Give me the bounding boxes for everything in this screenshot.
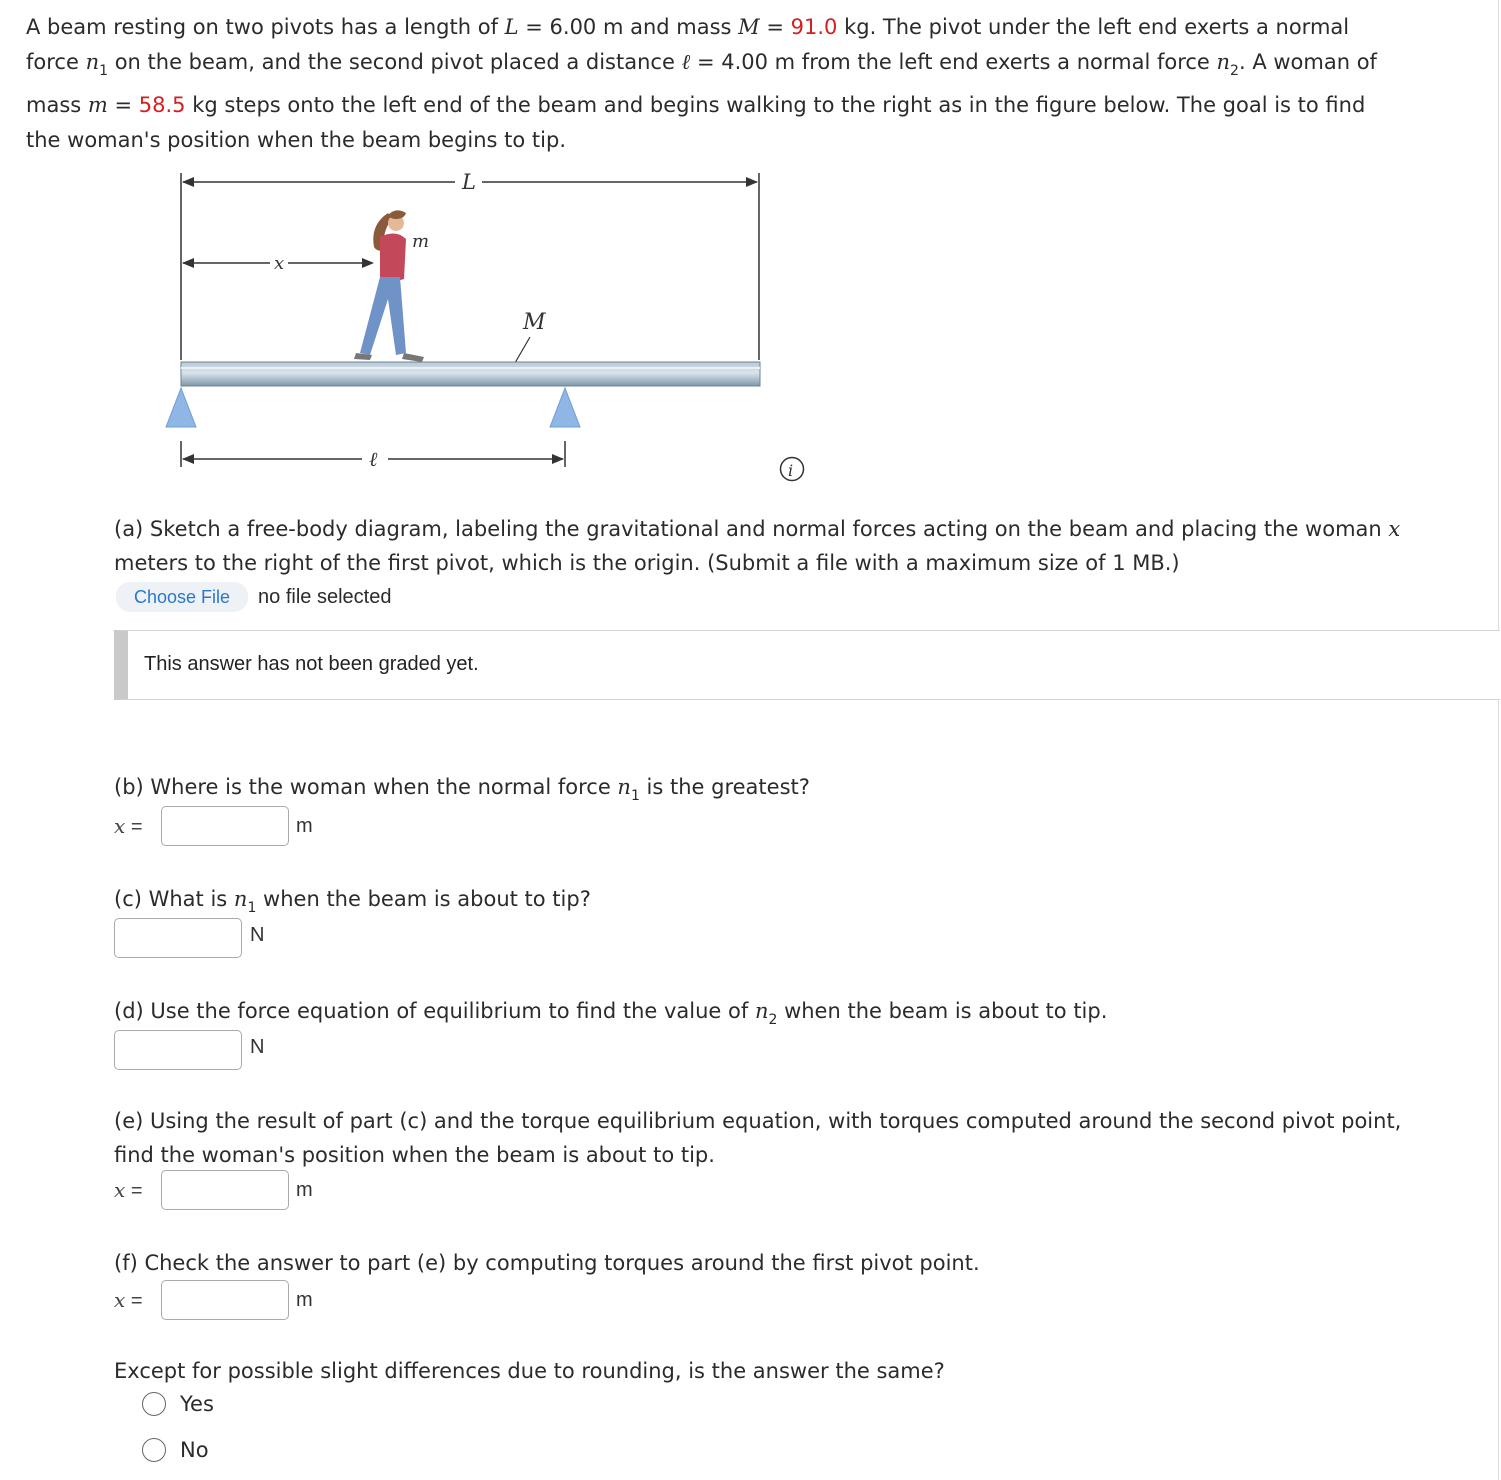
right-pivot [550,388,580,427]
x-equals-label: x = [114,1177,143,1202]
info-icon[interactable] [781,458,804,481]
radio-no-circle[interactable] [142,1438,166,1462]
part-c-question: (c) What is $n_1$ when the beam is about to tip? [114,887,591,916]
label-M: M [523,310,546,335]
mass-woman-value: 58.5 [138,93,186,117]
problem-statement: A beam resting on two pivots has a length of L = 6.00 m and mass M = 91.0 kg. The pivot under the left end exerts a normal force $n_1$ on the beam, and the second pivot placed a distance ℓ = 4.00 m from the left end exerts a normal force $n_2$. A woman of mass m = 58.5 kg steps onto the left end of the beam and begins walking to the right as in the figure below. The goal is to find the woman's position when the beam begins to tip. [26,15,1377,152]
part-e-input[interactable] [161,1170,289,1210]
part-f-input[interactable] [161,1280,289,1320]
file-upload [116,582,391,612]
beam-diagram [160,165,820,495]
part-f-question: (f) Check the answer to part (e) by computing torques around the first pivot point. [114,1251,980,1275]
mass-beam-value: 91.0 [790,15,838,39]
grading-notice [114,630,1500,700]
radio-yes[interactable] [142,1392,214,1416]
unit-label: m [296,1288,313,1311]
label-ell: ℓ [369,447,378,471]
x-equals-label: x = [114,1287,143,1312]
part-e-question: (e) Using the result of part (c) and the torque equilibrium equation, with torques computed around the second pivot point, find the woman's position when the beam is about to tip. [114,1109,1402,1167]
part-b-input[interactable] [161,806,289,846]
beam [181,362,760,386]
page-border [1498,0,1499,1480]
radio-yes-label: Yes [180,1392,214,1416]
unit-label: m [296,1178,313,1201]
unit-label: N [250,924,265,946]
part-e-answer [114,1170,313,1210]
part-b-question: (b) Where is the woman when the normal force $n_1$ is the greatest? [114,775,810,804]
part-d-input[interactable] [114,1030,242,1070]
radio-yes-circle[interactable] [142,1392,166,1416]
label-m: m [412,231,430,252]
label-L: L [462,170,476,194]
x-equals-label: x = [114,813,143,838]
part-b-answer [114,806,313,846]
label-x: x [274,253,285,274]
part-f-answer [114,1280,313,1320]
unit-label: m [296,814,313,837]
part-d-question: (d) Use the force equation of equilibrium to find the value of $n_2$ when the beam is about to tip. [114,999,1108,1028]
part-c-input[interactable] [114,918,242,958]
unit-label: N [250,1036,265,1058]
svg-text:i: i [788,461,794,480]
file-status: no file selected [258,585,392,608]
choose-file-button[interactable]: Choose File [116,582,248,612]
part-a-question: (a) Sketch a free-body diagram, labeling the gravitational and normal forces acting on the beam and placing the woman x meters to the right of the first pivot, which is the origin. (Submit a file with a maximum size of 1 MB.) [114,517,1401,575]
beam-figure [160,165,820,495]
final-question: Except for possible slight differences due to rounding, is the answer the same? [114,1359,945,1383]
grading-notice-text: This answer has not been graded yet. [144,653,479,675]
left-pivot [166,388,196,427]
radio-no[interactable] [142,1438,209,1462]
length-dimension [181,173,759,360]
radio-no-label: No [180,1438,209,1462]
